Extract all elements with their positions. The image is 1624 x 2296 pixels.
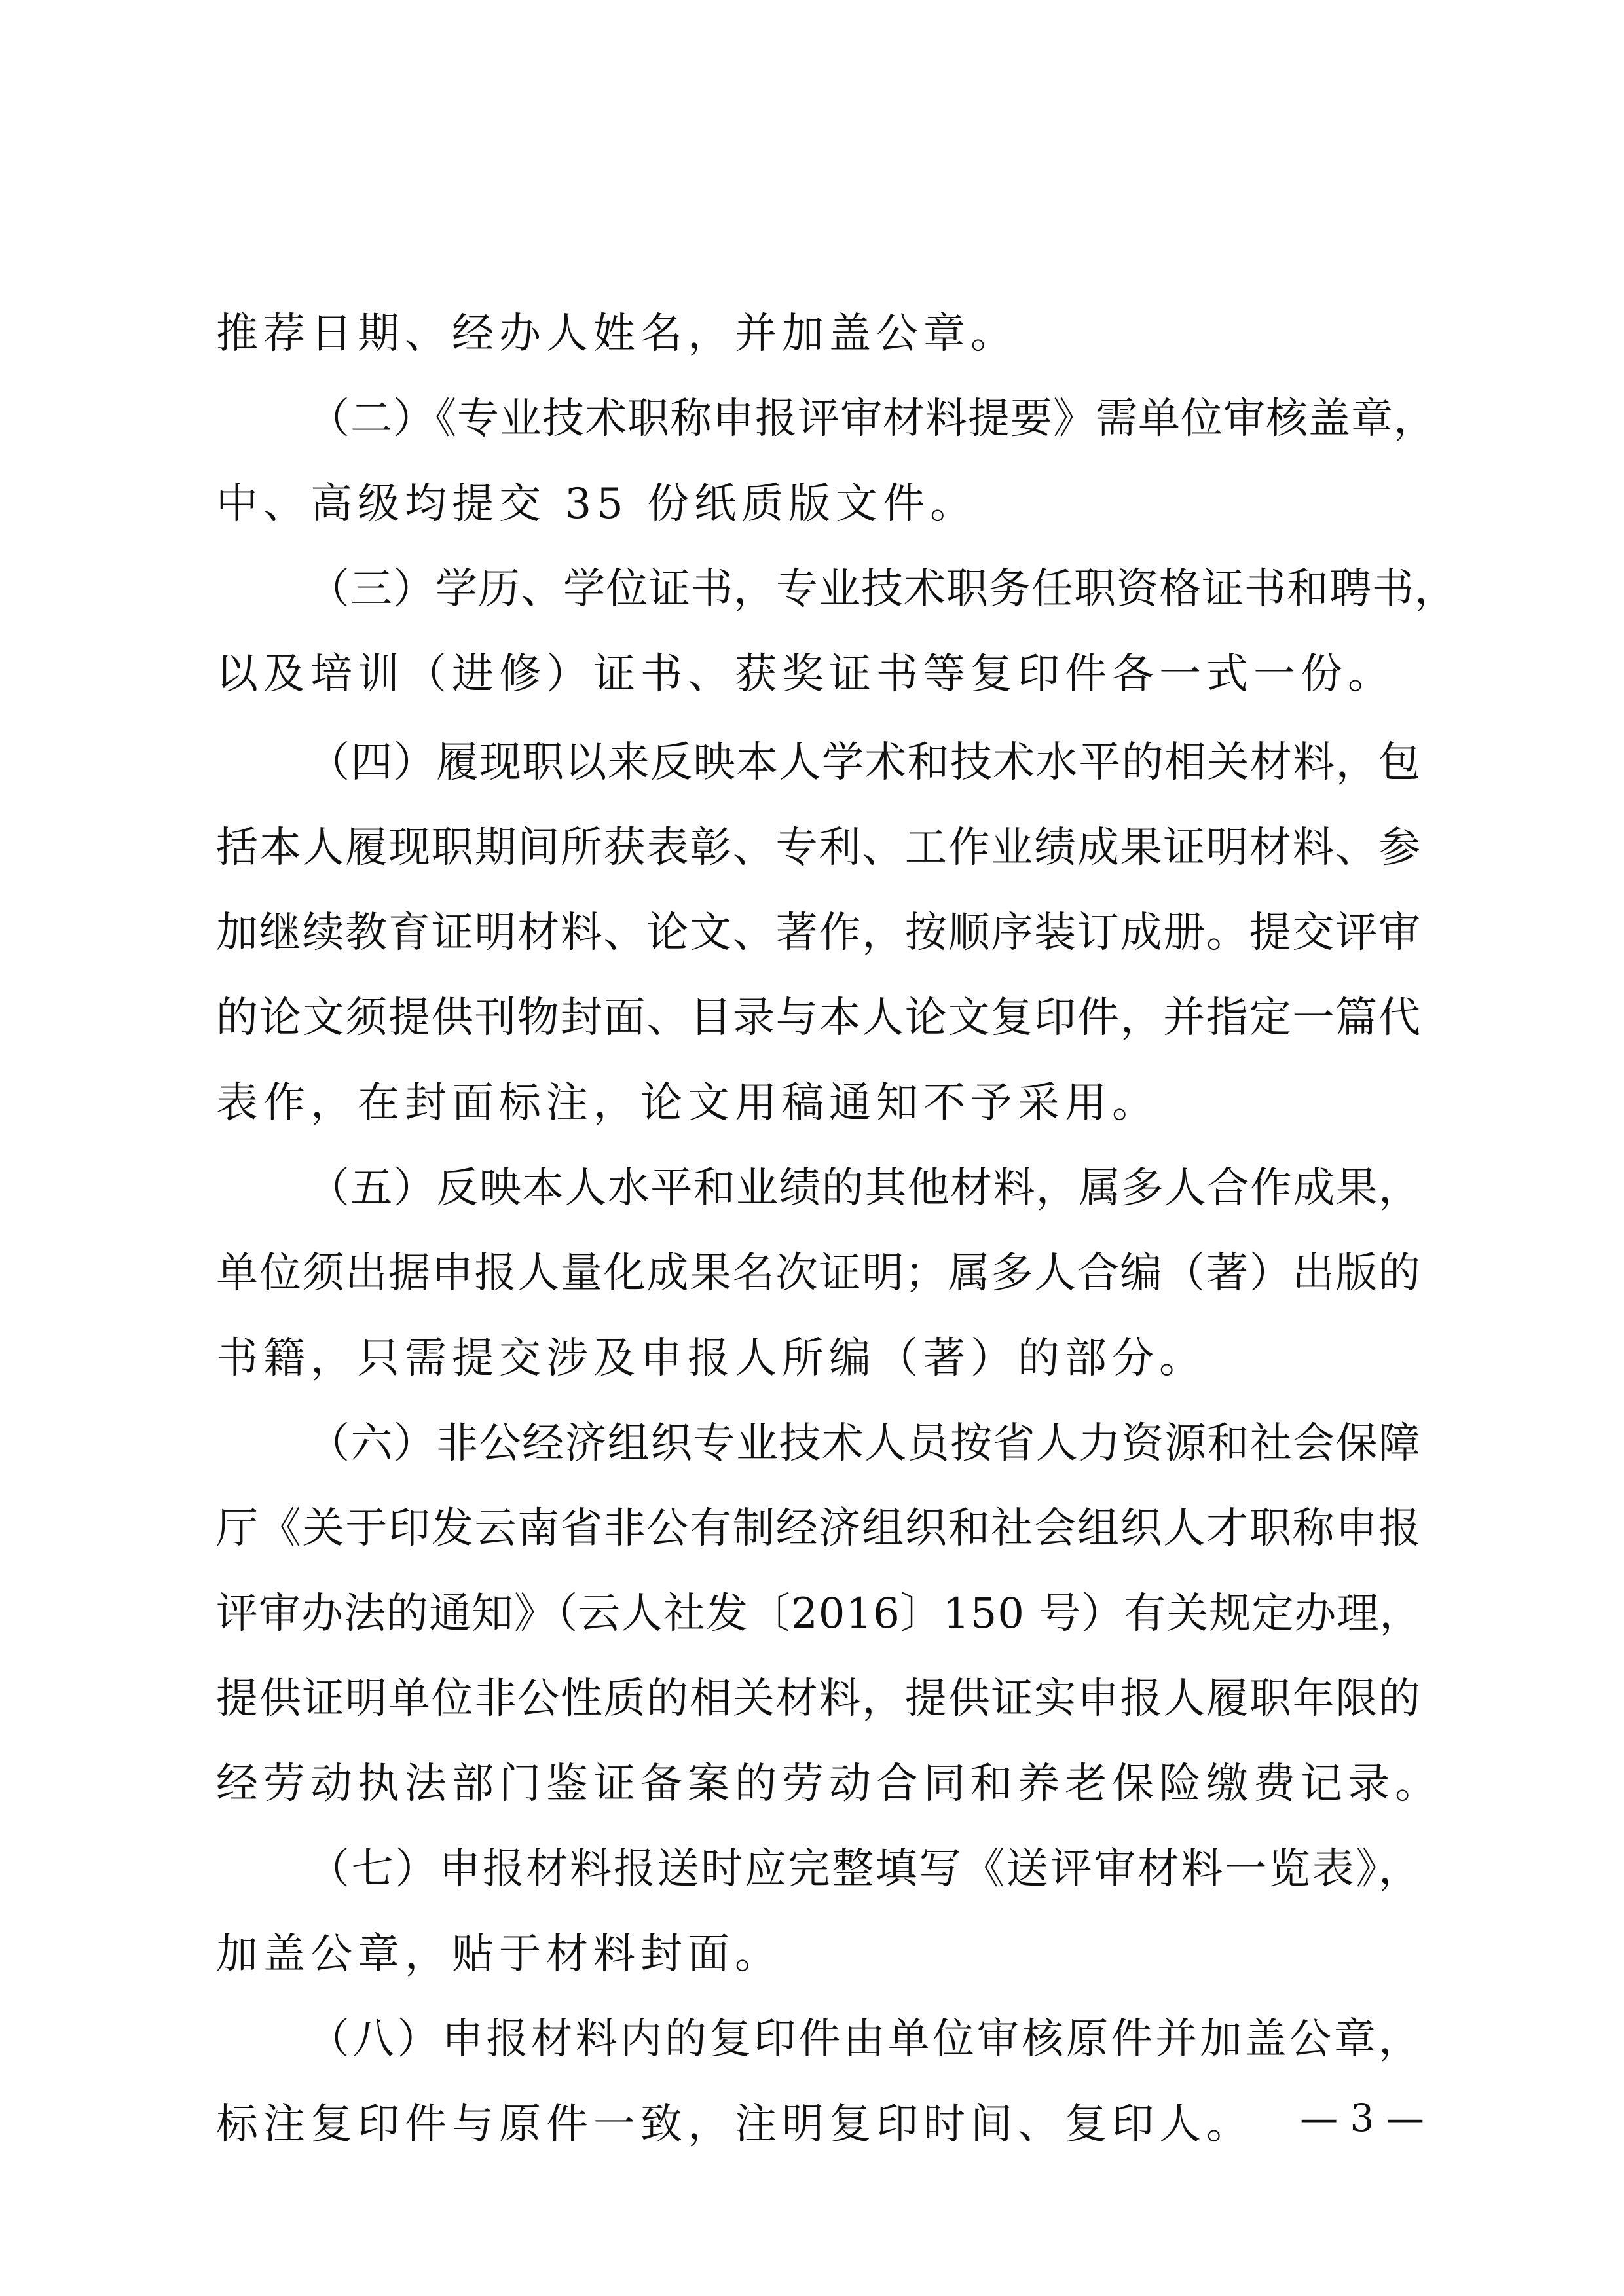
paragraph-5-line-2: 单位须出据申报人量化成果名次证明；属多人合编（著）出版的 — [216, 1249, 1421, 1298]
paragraph-4-line-2: 括本人履现职期间所获表彰、专利、工作业绩成果证明材料、参 — [216, 824, 1421, 872]
paragraph-6-line-5: 经劳动执法部门鉴证备案的劳动合同和养老保险缴费记录。 — [216, 1760, 1442, 1808]
paragraph-8-line-2: 标注复印件与原件一致，注明复印时间、复印人。 — [216, 2100, 1253, 2149]
paragraph-1-line-1: 推荐日期、经办人姓名，并加盖公章。 — [216, 310, 1018, 358]
paragraph-3-line-1: （三）学历、学位证书，专业技术职务任职资格证书和聘书， — [308, 565, 1457, 613]
paragraph-5-line-3: 书籍，只需提交涉及申报人所编（著）的部分。 — [216, 1334, 1206, 1383]
page-number: — 3 — — [1300, 2096, 1424, 2140]
paragraph-7-line-2: 加盖公章，贴于材料封面。 — [216, 1930, 782, 1978]
paragraph-2-line-2: 中、高级均提交 35 份纸质版文件。 — [216, 480, 978, 528]
paragraph-4-line-1: （四）履现职以来反映本人学术和技术水平的相关材料，包 — [308, 738, 1421, 787]
paragraph-4-line-5: 表作，在封面标注，论文用稿通知不予采用。 — [216, 1079, 1159, 1127]
paragraph-5-line-1: （五）反映本人水平和业绩的其他材料，属多人合作成果， — [308, 1164, 1421, 1212]
paragraph-6-line-2: 厅《关于印发云南省非公有制经济组织和社会组织人才职称申报 — [216, 1504, 1421, 1553]
paragraph-4-line-4: 的论文须提供刊物封面、目录与本人论文复印件，并指定一篇代 — [216, 994, 1421, 1042]
paragraph-6-line-1: （六）非公经济组织专业技术人员按省人力资源和社会保障 — [308, 1419, 1421, 1468]
paragraph-6-line-3: 评审办法的通知》（云人社发〔2016〕150 号）有关规定办理， — [216, 1590, 1422, 1638]
paragraph-8-line-1: （八）申报材料内的复印件由单位审核原件并加盖公章， — [308, 2015, 1421, 2064]
paragraph-6-line-4: 提供证明单位非公性质的相关材料，提供证实申报人履职年限的 — [216, 1675, 1421, 1723]
paragraph-3-line-2: 以及培训（进修）证书、获奖证书等复印件各一式一份。 — [216, 650, 1395, 699]
paragraph-2-line-1: （二）《专业技术职称申报评审材料提要》需单位审核盖章， — [308, 395, 1436, 443]
paragraph-7-line-1: （七）申报材料报送时应完整填写《送评审材料一览表》， — [308, 1845, 1421, 1893]
paragraph-4-line-3: 加继续教育证明材料、论文、著作，按顺序装订成册。提交评审 — [216, 909, 1421, 957]
